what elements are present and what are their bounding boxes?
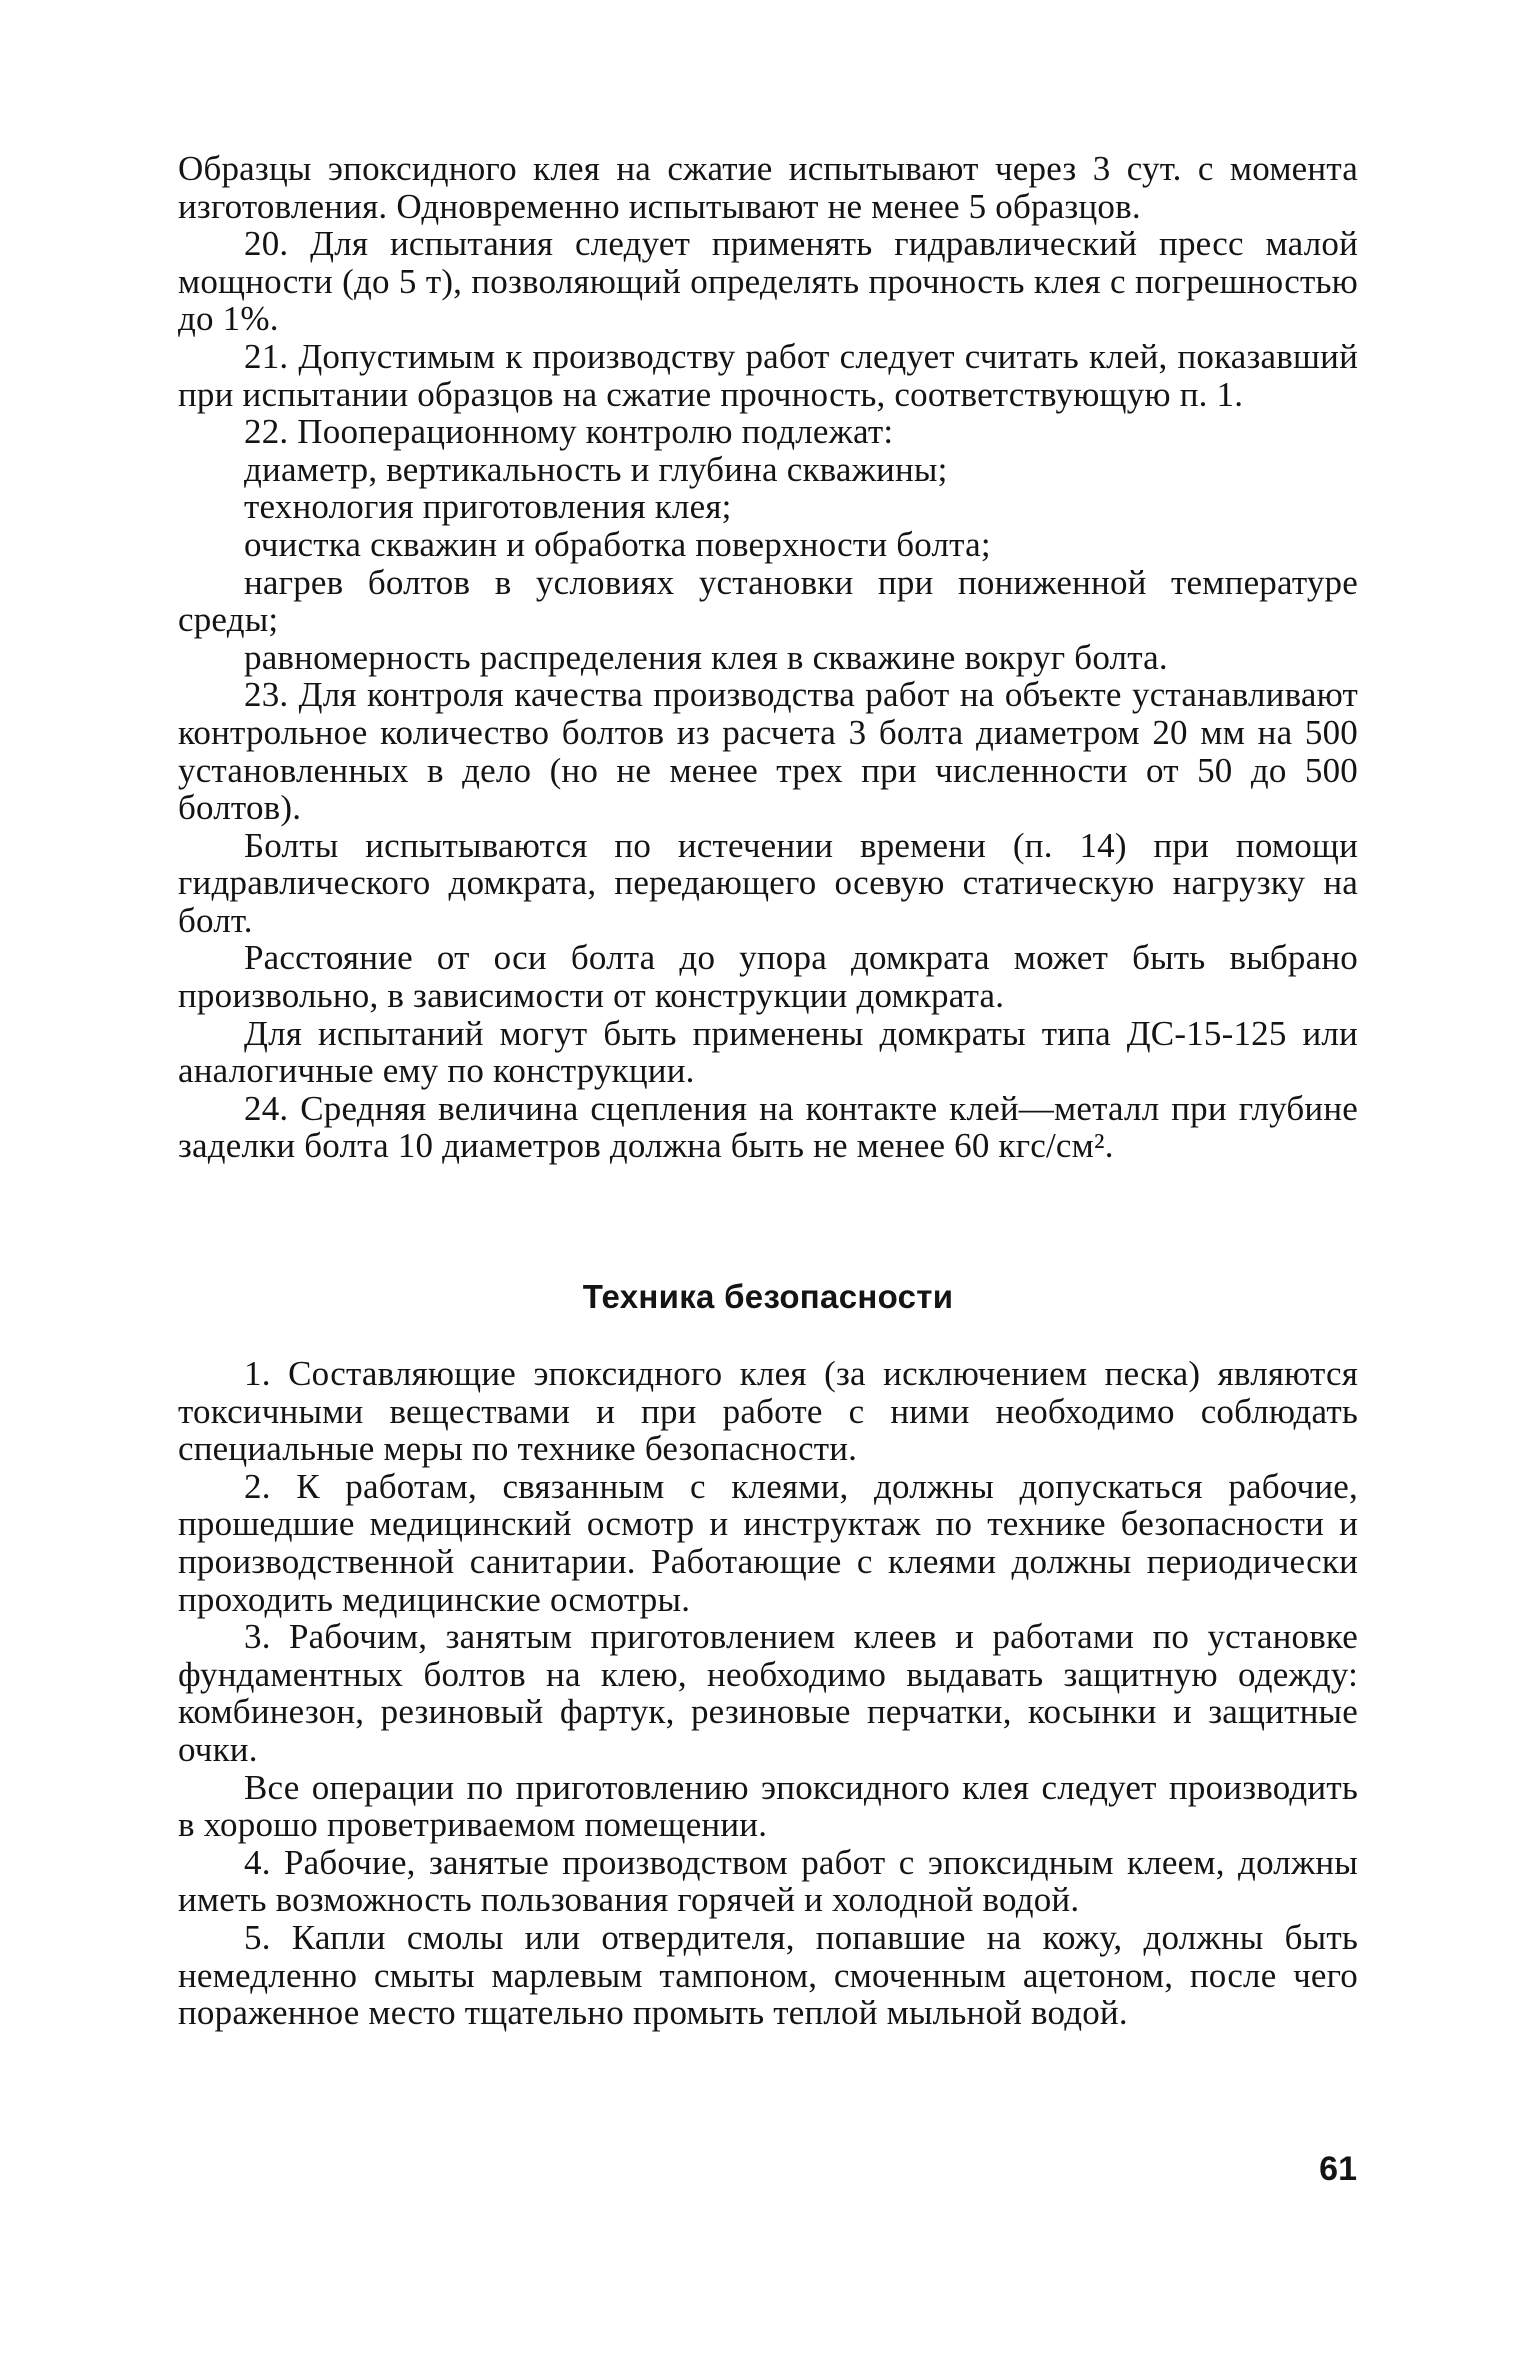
list-item: нагрев болтов в условиях установки при пониженной температуре среды;: [178, 562, 1358, 640]
paragraph: 3. Рабочим, занятым приготовлением клеев и работами по установке фундаментных болтов на клею, необходимо выдавать защитную одежду: комбинезон, резиновый фартук, резиновые перчатки, косынки и защитные очки.: [178, 1617, 1358, 1769]
page-number: 61: [1319, 2150, 1357, 2188]
paragraph: 24. Средняя величина сцепления на контакте клей—металл при глубине заделки болта 10 диаметров должна быть не менее 60 кгс/см².: [178, 1088, 1358, 1166]
paragraph: 1. Составляющие эпоксидного клея (за исключением песка) являются токсичными веществами и при работе с ними необходимо соблюдать специальные меры по технике безопасности.: [178, 1354, 1358, 1469]
section-spacer: [178, 1165, 1358, 1277]
paragraph: 4. Рабочие, занятые производством работ с эпоксидным клеем, должны иметь возможность пользования горячей и холодной водой.: [178, 1842, 1358, 1920]
page-body: [178, 150, 1358, 2032]
paragraph: Все операции по приготовлению эпоксидного клея следует производить в хорошо проветриваемом помещении.: [178, 1767, 1358, 1845]
list-item: технология приготовления клея;: [244, 487, 732, 527]
list-item: равномерность распределения клея в скважине вокруг болта.: [244, 637, 1168, 677]
paragraph: 22. Пооперационному контролю подлежат:: [244, 412, 894, 452]
paragraph: 23. Для контроля качества производства работ на объекте устанавливают контрольное количество болтов из расчета 3 болта диаметром 20 мм на 500 установленных в дело (но не менее трех при численности от 50 до 500 болтов).: [178, 675, 1358, 828]
paragraph: Расстояние от оси болта до упора домкрата может быть выбрано произвольно, в зависимости от конструкции домкрата.: [178, 938, 1358, 1016]
paragraph: 5. Капли смолы или отвердителя, попавшие на кожу, должны быть немедленно смыты марлевым тампоном, смоченным ацетоном, после чего пораженное место тщательно промыть теплой мыльной водой.: [178, 1917, 1358, 2033]
paragraph: 2. К работам, связанным с клеями, должны допускаться рабочие, прошедшие медицинский осмотр и инструктаж по технике безопасности и производственной санитарии. Работающие с клеями должны периодически проходить медицинские осмотры.: [178, 1466, 1358, 1619]
paragraph: 21. Допустимым к производству работ следует считать клей, показавший при испытании образцов на сжатие прочность, соответствующую п. 1.: [178, 336, 1358, 414]
list-item: очистка скважин и обработка поверхности болта;: [244, 524, 991, 564]
heading-spacer: [178, 1317, 1358, 1355]
paragraph: Образцы эпоксидного клея на сжатие испытывают через 3 сут. с момента изготовления. Одновременно испытывают не менее 5 образцов.: [178, 149, 1358, 226]
paragraph: Болты испытываются по истечении времени (п. 14) при помощи гидравлического домкрата, передающего осевую статическую нагрузку на болт.: [178, 825, 1358, 940]
list-item: диаметр, вертикальность и глубина скважины;: [244, 449, 948, 489]
section-heading: Техника безопасности: [582, 1278, 954, 1316]
section-quality-control: [178, 150, 1358, 1165]
paragraph: Для испытаний могут быть применены домкраты типа ДС-15-125 или аналогичные ему по конструкции.: [178, 1013, 1358, 1091]
section-safety: [178, 1355, 1358, 2032]
paragraph: 20. Для испытания следует применять гидравлический пресс малой мощности (до 5 т), позволяющий определять прочность клея с погрешностью до 1%.: [178, 224, 1358, 339]
